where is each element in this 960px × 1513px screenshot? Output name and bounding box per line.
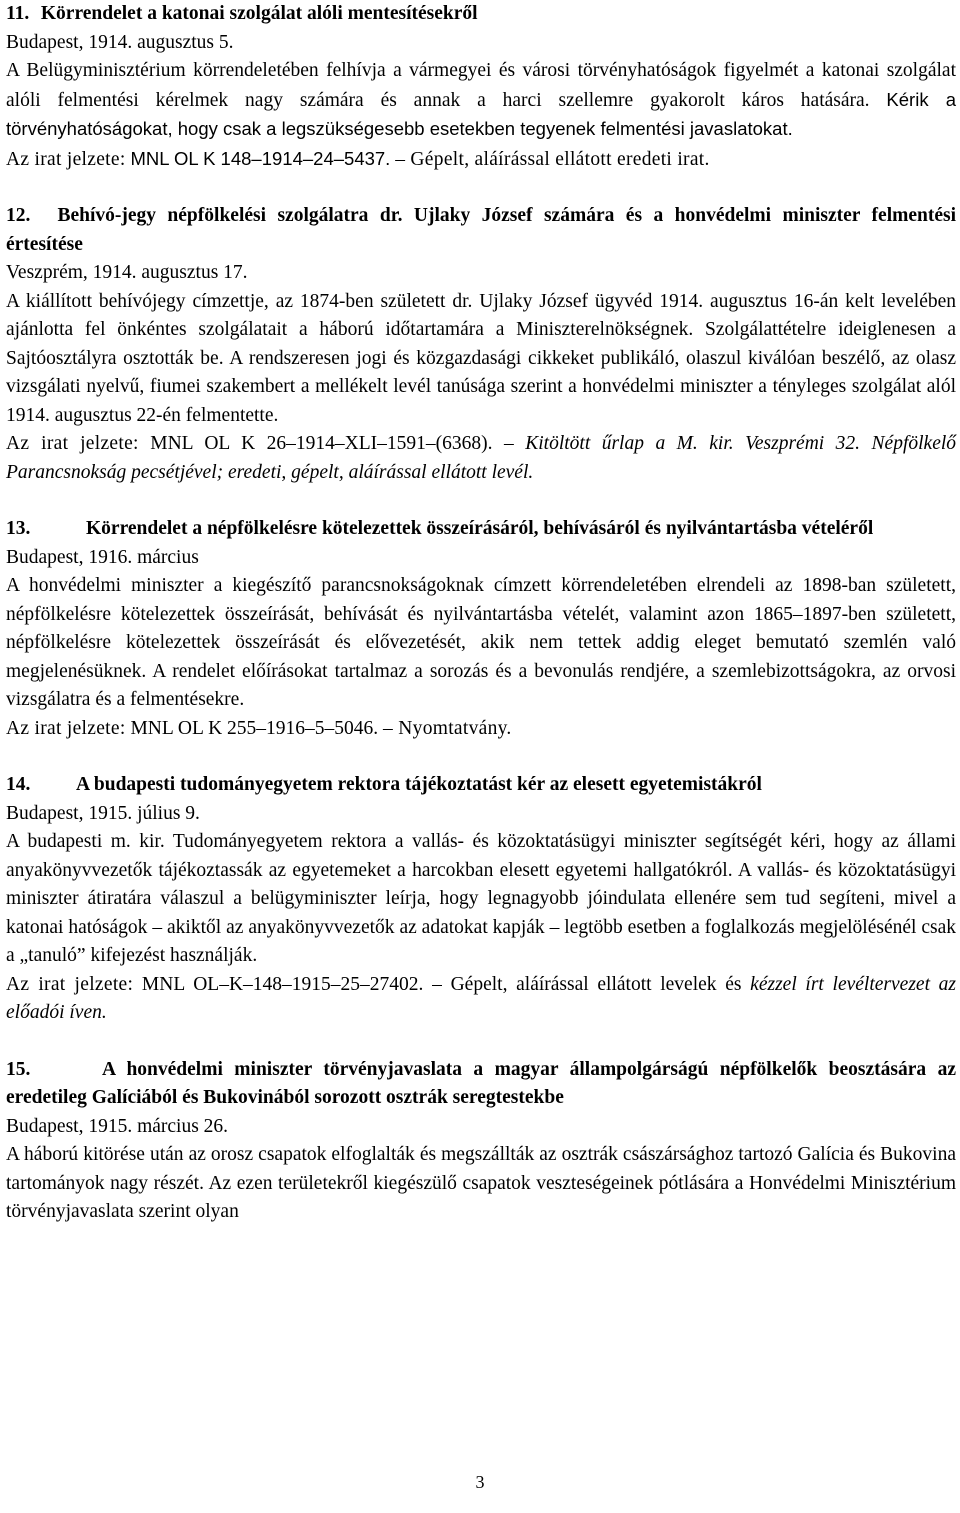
entry-15 bbox=[6, 1056, 956, 1227]
entry-number: 15. bbox=[6, 1058, 31, 1080]
entry-date: Budapest, 1915. március 26. bbox=[6, 1115, 229, 1137]
reference-label: Az irat jelzete: bbox=[6, 717, 126, 739]
entry-12 bbox=[6, 202, 956, 487]
reference-note-italic: kézzel írt levéltervezet az előadói íven. bbox=[6, 973, 957, 1023]
entry-title-text: Körrendelet a népfölkelésre kötelezettek összeírásáról, behívásáról és nyilvántartásba vételéről bbox=[86, 518, 874, 539]
reference-note: – Nyomtatvány. bbox=[383, 717, 512, 739]
entry-reference bbox=[6, 971, 956, 1028]
reference-label: Az irat jelzete: bbox=[6, 433, 139, 454]
entry-14 bbox=[6, 771, 956, 1028]
entry-title-text: A budapesti tudományegyetem rektora tájékoztatást kér az elesett egyetemistákról bbox=[76, 774, 762, 795]
entry-title bbox=[6, 202, 956, 259]
entry-title bbox=[6, 0, 956, 29]
entry-body: A háború kitörése után az orosz csapatok elfoglalták és megszállták az osztrák császársághoz tartozó Galícia és Bukovina tartományok nagy részét. Az ezen területekről kiegészülő csapatok veszteségeinek pótlására a Honvédelmi Minisztérium törvényjavaslata szerint olyan bbox=[6, 1144, 956, 1222]
reference-note: – Kitöltött űrlap a M. kir. Veszprémi 32. Népfölkelő Parancsnokság pecsétjével; eredeti, gépelt, aláírással ellátott levél. bbox=[6, 433, 957, 483]
entry-11 bbox=[6, 0, 956, 174]
entry-body bbox=[6, 57, 956, 145]
entry-reference bbox=[6, 715, 956, 744]
entry-date: Budapest, 1915. július 9. bbox=[6, 802, 200, 824]
reference-note: – Gépelt, aláírással ellátott eredeti irat. bbox=[395, 148, 710, 170]
entry-title bbox=[6, 771, 956, 800]
entry-body-text: A Belügyminisztérium körrendeletében felhívja a vármegyei és városi törvényhatóságok figyelmét a katonai szolgálat alóli felmentési kérelmek nagy számára és annak a harci szellemre gyakorolt káros hatására. bbox=[6, 60, 956, 111]
reference-code: MNL OL K 255–1916–5–5046. bbox=[130, 717, 379, 739]
entry-reference bbox=[6, 145, 956, 175]
entry-title bbox=[6, 1056, 956, 1113]
entry-body-note: Kérik a törvényhatóságokat, hogy csak a legszükségesebb esetekben tegyenek felmentési javaslatokat. bbox=[6, 88, 956, 139]
entry-13 bbox=[6, 515, 956, 743]
entry-number: 13. bbox=[6, 518, 31, 539]
entry-body: A kiállított behívójegy címzettje, az 1874-ben született dr. Ujlaky József ügyvéd 1914. augusztus 16-án kelt levelében ajánlotta fel önkéntes szolgálatait a háború időtartamára a Miniszterelnökségnek. Szolgálattételre ideiglenesen a Sajtóosztályra osztották be. A rendszeresen jogi és közgazdasági cikkeket publikáló, olaszul kiválóan beszélő, az olasz vizsgálati nyelvű, fiumei szakembert a mellékelt levél tanúsága szerint a honvédelmi miniszter a tényleges szolgálat alól 1914. augusztus 22-én felmentette. bbox=[6, 290, 956, 426]
page-number: 3 bbox=[475, 1472, 485, 1492]
entry-body: A budapesti m. kir. Tudományegyetem rektora a vallás- és közoktatásügyi miniszter segítségét kéri, hogy az állami anyakönyvvezetők tájékoztassák az egyetemeket a harcokban elesett egyetemi hallgatókról. A vallás- és közoktatásügyi miniszter átiratára válaszul a belügyminiszter leírja, hogy legnagyobb jóindulata ellenére sem tud segíteni, mivel a katonai hatóságok – akiktől az anyakönyvvezetők az adatokat kapják – legtöbb esetben a foglalkozás megjelölésénél csak a „tanuló” kifejezést használják. bbox=[6, 831, 956, 966]
reference-code: MNL OL–K–148–1915–25–27402. bbox=[141, 973, 424, 995]
reference-code: MNL OL K 26–1914–XLI–1591–(6368). bbox=[150, 433, 493, 454]
entry-body: A honvédelmi miniszter a kiegészítő parancsnokságoknak címzett körrendeletében elrendeli az 1898-ban született, népfölkelésre kötelezettek összeírását, behívását és nyilvántartásba vételét, valamint azon 1865–1897-ben született, népfölkelésre kötelezettek összeírását és elővezetését, akik nem tettek addig eleget bemutató szemlén való megjelenésüknek. A rendelet előírásokat tartalmaz a sorozás és a bevonulás rendjére, a szemlebizottságokra, az orvosi vizsgálatra és a felmentésekre. bbox=[6, 575, 956, 710]
entry-date: Budapest, 1916. március bbox=[6, 546, 199, 568]
reference-note: – Gépelt, aláírással ellátott levelek és bbox=[432, 973, 742, 995]
entry-number: 12. bbox=[6, 205, 31, 226]
entry-title-text: A honvédelmi miniszter törvényjavaslata a magyar állampolgárságú népfölkelők beosztására az eredetileg Galíciából és Bukovinából sorozott osztrák seregtestekbe bbox=[6, 1058, 956, 1108]
entry-title bbox=[6, 515, 956, 544]
entry-number: 14. bbox=[6, 774, 31, 795]
reference-label: Az irat jelzete: bbox=[6, 148, 126, 170]
entry-title-text: Behívó-jegy népfölkelési szolgálatra dr. Ujlaky József számára és a honvédelmi miniszter felmentési értesítése bbox=[6, 205, 957, 255]
reference-label: Az irat jelzete: bbox=[6, 973, 134, 995]
entry-date: Veszprém, 1914. augusztus 17. bbox=[6, 262, 248, 283]
entry-number: 11. bbox=[6, 3, 30, 24]
entry-reference bbox=[6, 430, 956, 487]
reference-code: MNL OL K 148–1914–24–5437. bbox=[130, 147, 391, 169]
entry-date: Budapest, 1914. augusztus 5. bbox=[6, 31, 234, 53]
entry-title-text: Körrendelet a katonai szolgálat alóli mentesítésekről bbox=[40, 3, 478, 24]
document-page bbox=[6, 0, 956, 1227]
